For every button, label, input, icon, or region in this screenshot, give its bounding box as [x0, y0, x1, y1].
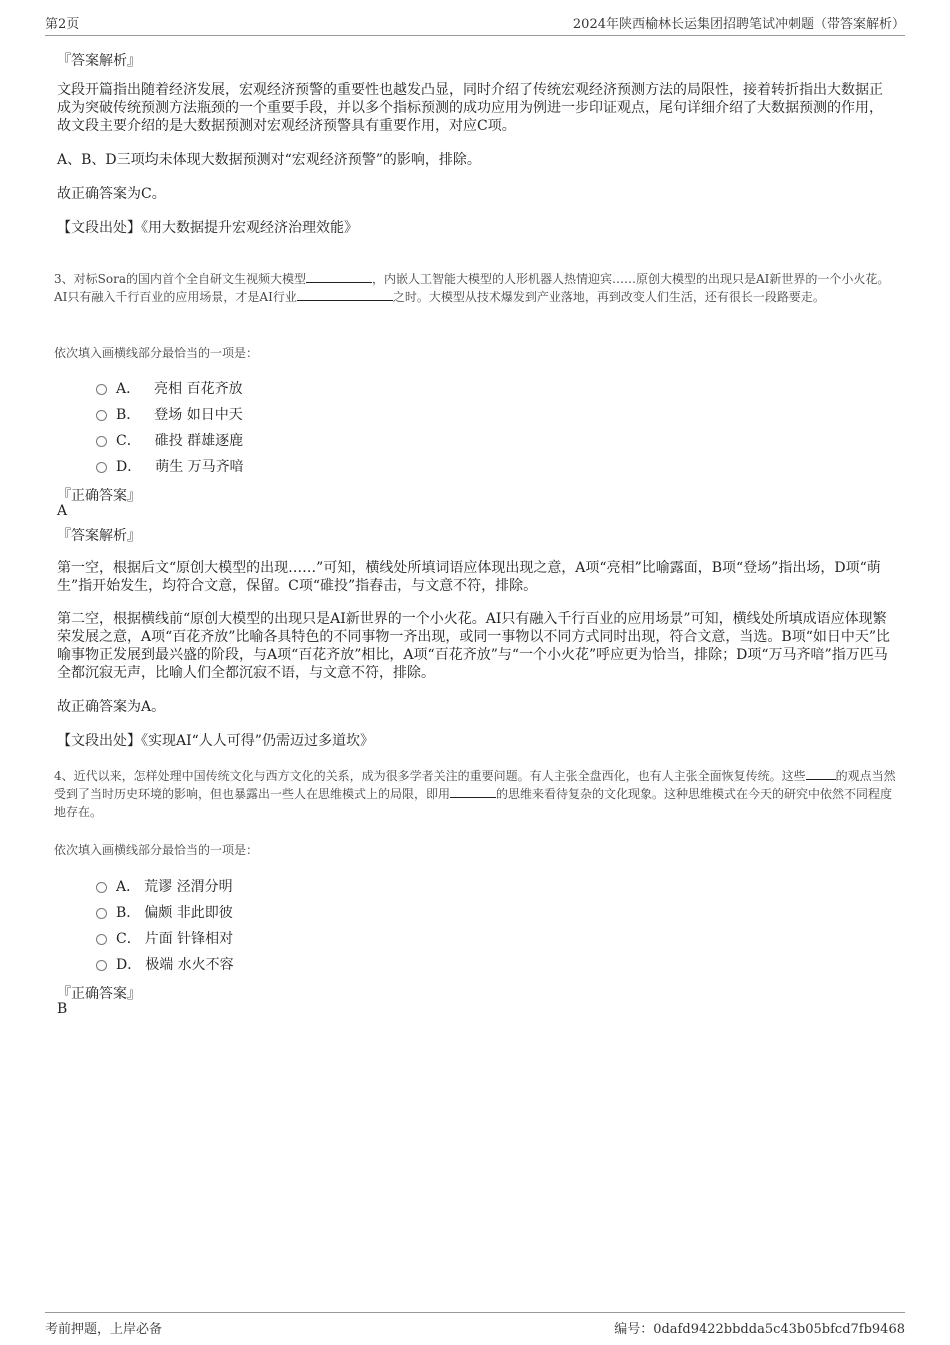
radio-icon[interactable]: [96, 882, 107, 893]
q4-option-a[interactable]: [96, 876, 233, 896]
q3-stem-part-1: 3、对标Sora的国内首个全自研文生视频大模型: [54, 272, 306, 286]
q4-option-c[interactable]: [96, 928, 233, 948]
page-footer: [45, 1312, 905, 1337]
option-letter: B．: [116, 407, 141, 423]
radio-icon[interactable]: [96, 462, 107, 473]
option-letter: B．: [116, 905, 141, 921]
page-number: 第2页: [45, 17, 80, 32]
radio-icon[interactable]: [96, 960, 107, 971]
q3-answer-title: 『正确答案』: [57, 488, 141, 504]
q3-analysis-paragraph-2: 第二空，根据横线前“原创大模型的出现只是AI新世界的一个小火花。AI只有融入千行百业的应用场景”可知，横线处所填成语应体现繁荣发展之意，A项“百花齐放”比喻各具特色的不同事物一齐出现，或同一事物以不同方式同时出现，符合文意，当选。B项“如日中天”比喻事物正发展到最兴盛的阶段，与A项“百花齐放”相比，A项“百花齐放”与“一个小火花”呼应更为恰当，排除；D项“万马齐喑”指万匹马全都沉寂无声，比喻人们全都沉寂不语，与文意不符，排除。: [57, 611, 891, 681]
q4-blank-2: [450, 785, 496, 798]
q3-stem-part-3: 之时。大模型从技术爆发到产业落地，再到改变人们生活，还有很长一段路要走。: [392, 290, 825, 304]
q3-analysis-title: 『答案解析』: [57, 528, 141, 544]
option-letter: A．: [116, 879, 141, 895]
q3-analysis-paragraph-3: 故正确答案为A。: [57, 699, 166, 715]
option-text: 登场 如日中天: [154, 407, 243, 423]
option-text: 荒谬 泾渭分明: [144, 879, 233, 895]
option-text: 极端 水火不容: [145, 957, 234, 973]
q4-stem: [54, 767, 896, 821]
q4-instruction: 依次填入画横线部分最恰当的一项是：: [54, 843, 259, 857]
q4-stem-part-3: 的思维来看待复杂的文化现象。这种思维模式在今天的研究中依然不同程度地存在。: [54, 787, 893, 819]
q4-option-b[interactable]: [96, 902, 233, 922]
q3-instruction: 依次填入画横线部分最恰当的一项是：: [54, 346, 259, 360]
q2-source: 【文段出处】《用大数据提升宏观经济治理效能》: [57, 220, 358, 236]
q2-analysis-paragraph-2: A、B、D三项均未体现大数据预测对“宏观经济预警”的影响，排除。: [57, 152, 481, 168]
q4-blank-1: [806, 767, 836, 780]
q3-blank-2: [297, 288, 393, 301]
code-label: 编号：: [614, 1322, 654, 1337]
option-letter: D．: [116, 459, 142, 475]
q2-analysis-title: 『答案解析』: [57, 53, 141, 69]
option-text: 片面 针锋相对: [144, 931, 234, 947]
q3-stem-part-2: ，内嵌人工智能大模型的人形机器人热情迎宾……原创大模型的出现只是AI新世界的一个小火花。AI只有融入千行百业的应用场景，才是AI行业: [54, 272, 890, 304]
q2-analysis-paragraph-1: 文段开篇指出随着经济发展，宏观经济预警的重要性也越发凸显，同时介绍了传统宏观经济预测方法的局限性，接着转折指出大数据正成为突破传统预测方法瓶颈的一个重要手段，并以多个指标预测的成功应用为例进一步印证观点，尾句详细介绍了大数据预测的作用，故文段主要介绍的是大数据预测对宏观经济预警具有重要作用，对应C项。: [57, 82, 883, 134]
q3-stem: [54, 270, 896, 306]
document-title: 2024年陕西榆林长运集团招聘笔试冲刺题（带答案解析）: [572, 17, 905, 32]
option-text: 偏颇 非此即彼: [144, 905, 233, 921]
radio-icon[interactable]: [96, 436, 107, 447]
option-text: 碓投 群雄逐鹿: [154, 433, 244, 449]
q3-option-d[interactable]: [96, 456, 244, 476]
option-text: 萌生 万马齐喑: [155, 459, 244, 475]
option-letter: D．: [116, 957, 142, 973]
q3-option-b[interactable]: [96, 404, 243, 424]
q3-option-a[interactable]: [96, 378, 243, 398]
radio-icon[interactable]: [96, 908, 107, 919]
radio-icon[interactable]: [96, 934, 107, 945]
option-letter: C．: [116, 433, 141, 449]
option-letter: A．: [116, 381, 141, 397]
q4-answer: B: [57, 1001, 68, 1017]
footer-slogan: 考前押题，上岸必备: [45, 1322, 163, 1337]
q4-answer-title: 『正确答案』: [57, 986, 141, 1002]
document-code: [614, 1318, 905, 1337]
q3-answer: A: [57, 503, 68, 519]
code-value: 0dafd9422bbdda5c43b05bfcd7fb9468: [653, 1322, 905, 1337]
option-letter: C．: [116, 931, 141, 947]
q4-stem-part-1: 4、近代以来，怎样处理中国传统文化与西方文化的关系，成为很多学者关注的重要问题。有人主张全盘西化，也有人主张全面恢复传统。这些: [54, 769, 806, 783]
q3-blank-1: [306, 270, 372, 283]
q2-analysis-paragraph-3: 故正确答案为C。: [57, 186, 166, 202]
q4-option-d[interactable]: [96, 954, 234, 974]
page-header: [45, 12, 905, 36]
q3-source: 【文段出处】《实现AI“人人可得”仍需迈过多道坎》: [57, 733, 374, 749]
option-text: 亮相 百花齐放: [154, 381, 243, 397]
q3-analysis-paragraph-1: 第一空，根据后文“原创大模型的出现……”可知，横线处所填词语应体现出现之意，A项“亮相”比喻露面，B项“登场”指出场，D项“萌生”指开始发生，均符合文意，保留。C项“碓投”指舂击，与文意不符，排除。: [57, 560, 881, 594]
radio-icon[interactable]: [96, 410, 107, 421]
radio-icon[interactable]: [96, 384, 107, 395]
q4-stem-part-2: 的观点当然受到了当时历史环境的影响，但也暴露出一些人在思维模式上的局限，即用: [54, 769, 896, 801]
q3-option-c[interactable]: [96, 430, 243, 450]
